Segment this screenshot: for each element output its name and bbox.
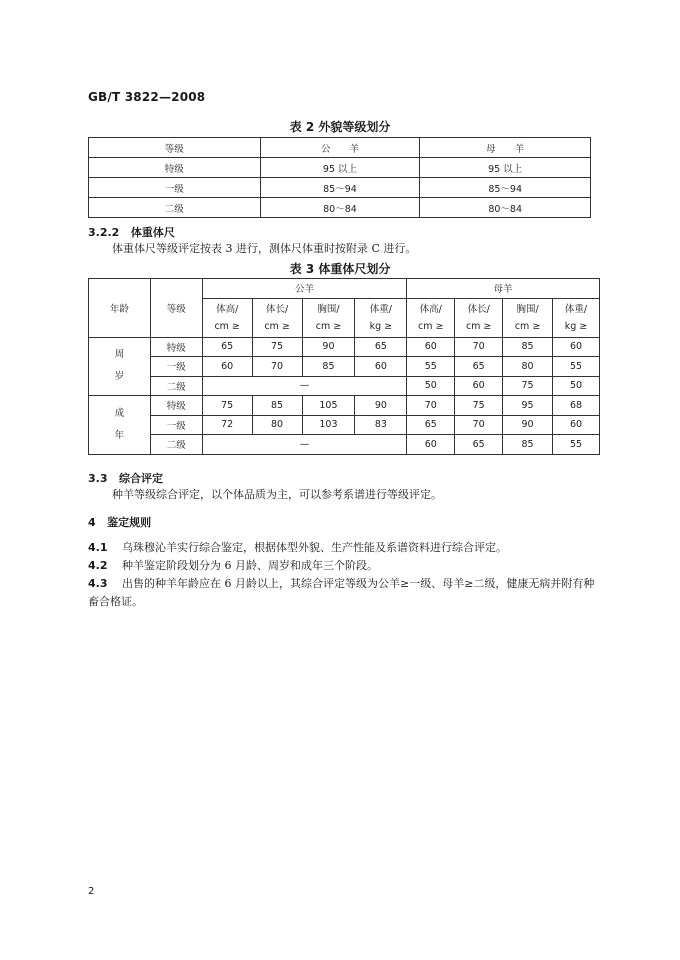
section-title: 体重体尺 xyxy=(130,226,175,239)
dash-cell: — xyxy=(202,376,407,396)
section-3-2-2-heading xyxy=(88,224,175,240)
table-row xyxy=(89,178,591,198)
table-cell: 85～94 xyxy=(420,178,591,198)
table-cell: 80 xyxy=(252,415,302,435)
clause-number: 4.3 xyxy=(88,577,108,590)
table-cell: 90 xyxy=(302,337,355,357)
table-cell: 55 xyxy=(553,435,600,455)
section-number: 3.2.2 xyxy=(88,226,120,239)
table-cell: 65 xyxy=(455,435,503,455)
measure-header: 体长/ cm ≥ xyxy=(455,298,503,337)
table-row xyxy=(89,198,591,218)
table-cell: 95 以上 xyxy=(260,158,420,178)
table-cell: 80～84 xyxy=(260,198,420,218)
table3-header-ewe: 母羊 xyxy=(407,279,600,299)
table-cell: 80 xyxy=(503,357,553,377)
grade-cell: 二级 xyxy=(150,435,202,455)
table-cell: 特级 xyxy=(89,158,261,178)
table-cell: 60 xyxy=(355,357,407,377)
table3-header-ram: 公羊 xyxy=(202,279,407,299)
clause-4-1 xyxy=(88,539,507,557)
clause-text: 种羊鉴定阶段划分为 6 月龄、周岁和成年三个阶段。 xyxy=(122,559,378,572)
grade-cell: 一级 xyxy=(150,415,202,435)
measure-header: 体重/ kg ≥ xyxy=(553,298,600,337)
table-cell: 85 xyxy=(302,357,355,377)
table-cell: 75 xyxy=(503,376,553,396)
measure-header: 体高/ cm ≥ xyxy=(407,298,455,337)
table-cell: 60 xyxy=(553,415,600,435)
measure-header: 体长/ cm ≥ xyxy=(252,298,302,337)
table-cell: 70 xyxy=(252,357,302,377)
section-number: 4 xyxy=(88,516,96,529)
grade-cell: 特级 xyxy=(150,396,202,416)
table3 xyxy=(88,278,600,455)
section-4-heading xyxy=(88,514,151,530)
table-cell: 55 xyxy=(553,357,600,377)
table-cell: 65 xyxy=(355,337,407,357)
standard-code: GB/T 3822—2008 xyxy=(88,90,206,104)
table-cell: 95 xyxy=(503,396,553,416)
section-title: 鉴定规则 xyxy=(107,516,152,529)
section-number: 3.3 xyxy=(88,472,108,485)
table-cell: 103 xyxy=(302,415,355,435)
clause-text: 乌珠穆沁羊实行综合鉴定，根据体型外貌、生产性能及系谱资料进行综合评定。 xyxy=(122,541,507,554)
clause-4-2 xyxy=(88,557,378,575)
section-3-3-text: 种羊等级综合评定，以个体品质为主，可以参考系谱进行等级评定。 xyxy=(112,488,442,501)
table-cell: 90 xyxy=(503,415,553,435)
table-cell: 85 xyxy=(503,435,553,455)
table-cell: 75 xyxy=(455,396,503,416)
table-cell: 75 xyxy=(252,337,302,357)
table2-header-ram: 公 羊 xyxy=(260,138,420,158)
table-cell: 85 xyxy=(252,396,302,416)
table-cell: 50 xyxy=(553,376,600,396)
table-cell: 70 xyxy=(455,337,503,357)
table-row xyxy=(89,138,591,158)
table-cell: 90 xyxy=(355,396,407,416)
table-row xyxy=(89,357,600,377)
clause-text: 出售的种羊年龄应在 6 月龄以上，其综合评定等级为公羊≥一级、母羊≥二级，健康无病并附有种 xyxy=(122,577,595,590)
table-cell: 70 xyxy=(455,415,503,435)
table3-caption: 表 3 体重体尺划分 xyxy=(289,262,391,276)
clause-number: 4.2 xyxy=(88,559,108,572)
table-cell: 83 xyxy=(355,415,407,435)
section-title: 综合评定 xyxy=(119,472,163,485)
table-cell: 65 xyxy=(455,357,503,377)
table2-caption: 表 2 外貌等级划分 xyxy=(289,120,391,134)
table2 xyxy=(88,137,591,218)
table-cell: 60 xyxy=(455,376,503,396)
table-cell: 72 xyxy=(202,415,252,435)
table3-header-grade: 等级 xyxy=(150,279,202,338)
table-cell: 60 xyxy=(407,337,455,357)
table-row xyxy=(89,158,591,178)
table-cell: 60 xyxy=(202,357,252,377)
table-cell: 85～94 xyxy=(260,178,420,198)
grade-cell: 一级 xyxy=(150,357,202,377)
table-row xyxy=(89,279,600,299)
table-cell: 65 xyxy=(202,337,252,357)
grade-cell: 特级 xyxy=(150,337,202,357)
clause-4-3 xyxy=(88,575,594,593)
table-row xyxy=(89,415,600,435)
table-row xyxy=(89,376,600,396)
section-3-3-heading xyxy=(88,470,163,486)
table-cell: 65 xyxy=(407,415,455,435)
clause-4-3-continuation: 畜合格证。 xyxy=(88,595,143,608)
table3-header-age: 年龄 xyxy=(89,279,151,338)
table-cell: 85 xyxy=(503,337,553,357)
table-cell: 70 xyxy=(407,396,455,416)
age-cell: 成 年 xyxy=(89,396,151,455)
table-row xyxy=(89,337,600,357)
measure-header: 胸围/ cm ≥ xyxy=(503,298,553,337)
table-cell: 80～84 xyxy=(420,198,591,218)
measure-header: 体重/ kg ≥ xyxy=(355,298,407,337)
table-cell: 68 xyxy=(553,396,600,416)
table2-header-grade: 等级 xyxy=(89,138,261,158)
section-3-2-2-text: 体重体尺等级评定按表 3 进行，测体尺体重时按附录 C 进行。 xyxy=(112,242,417,255)
table-cell: 60 xyxy=(407,435,455,455)
measure-header: 胸围/ cm ≥ xyxy=(302,298,355,337)
page-number: 2 xyxy=(88,886,95,897)
table-row xyxy=(89,396,600,416)
table2-header-ewe: 母 羊 xyxy=(420,138,591,158)
table-cell: 二级 xyxy=(89,198,261,218)
dash-cell: — xyxy=(202,435,407,455)
grade-cell: 二级 xyxy=(150,376,202,396)
table-cell: 105 xyxy=(302,396,355,416)
table-row xyxy=(89,435,600,455)
table-cell: 60 xyxy=(553,337,600,357)
table-cell: 95 以上 xyxy=(420,158,591,178)
measure-header: 体高/ cm ≥ xyxy=(202,298,252,337)
age-cell: 周 岁 xyxy=(89,337,151,396)
table-cell: 50 xyxy=(407,376,455,396)
table-cell: 75 xyxy=(202,396,252,416)
clause-number: 4.1 xyxy=(88,541,108,554)
table-cell: 一级 xyxy=(89,178,261,198)
table-cell: 55 xyxy=(407,357,455,377)
